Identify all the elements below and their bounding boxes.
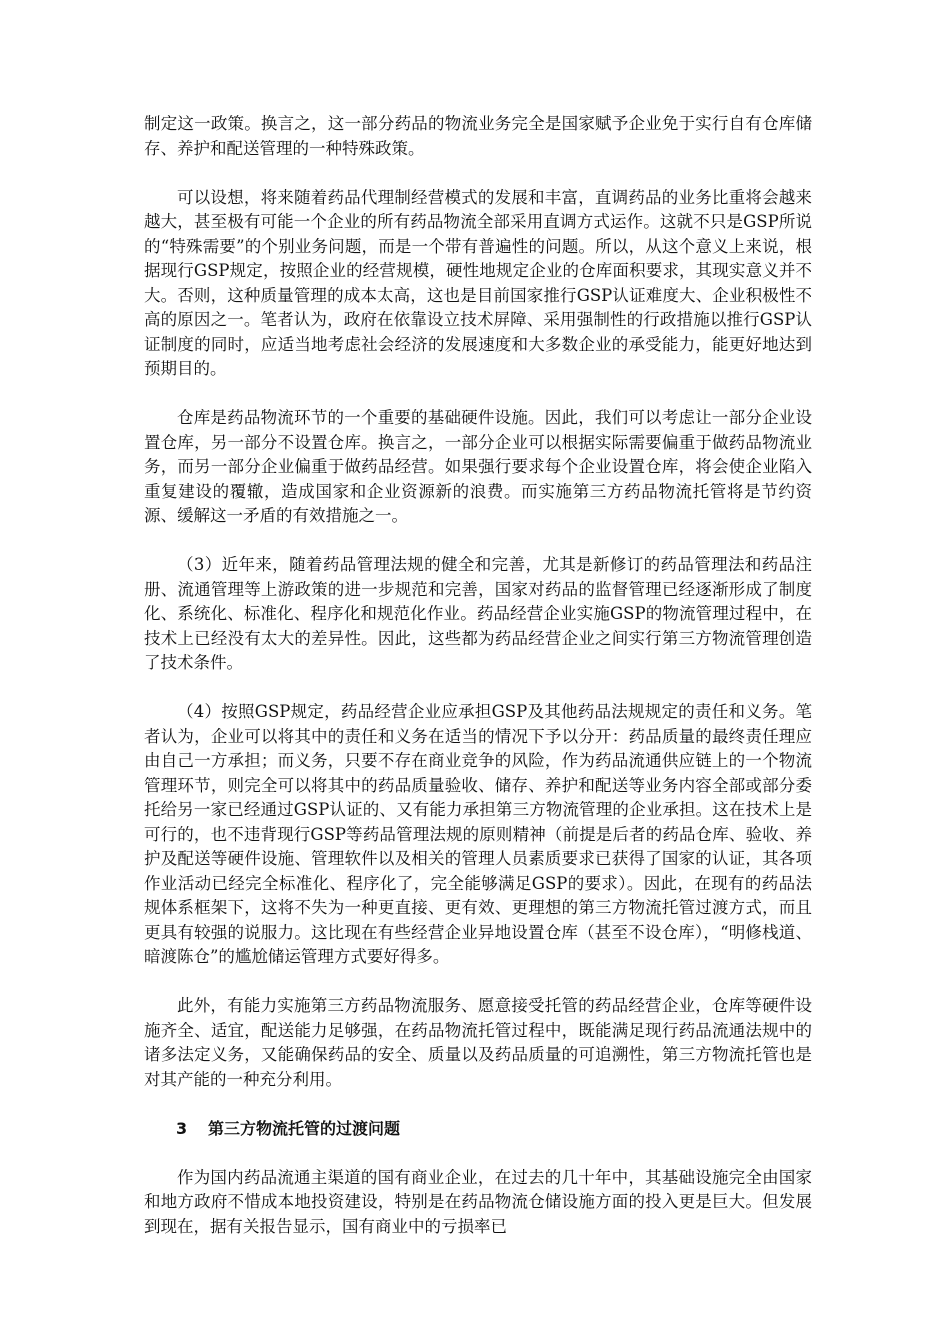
paragraph-point-4: （4）按照GSP规定，药品经营企业应承担GSP及其他药品法规规定的责任和义务。笔者认为，企业可以将其中的责任和义务在适当的情况下予以分开：药品质量的最终责任理应由自己一方承担；而义务，只要不存在商业竞争的风险，作为药品流通供应链上的一个物流管理环节，则完全可以将其中的药品质量验收、储存、养护和配送等业务内容全部或部分委托给另一家已经通过GSP认证的、又有能力承担第三方物流管理的企业承担。这在技术上是可行的，也不违背现行GSP等药品管理法规的原则精神（前提是后者的药品仓库、验收、养护及配送等硬件设施、管理软件以及相关的管理人员素质要求已获得了国家的认证，其各项作业活动已经完全标准化、程序化了，完全能够满足GSP的要求）。因此，在现有的药品法规体系框架下，这将不失为一种更直接、更有效、更理想的第三方物流托管过渡方式，而且更具有较强的说服力。这比现在有些经营企业异地设置仓库（甚至不设仓库），“明修栈道、暗渡陈仓”的尴尬储运管理方式要好得多。 [144,702,812,966]
document-body [144,112,812,1264]
section-title: 第三方物流托管的过渡问题 [208,1118,401,1138]
paragraph-direct-dispatch: 可以设想，将来随着药品代理制经营模式的发展和丰富，直调药品的业务比重将会越来越大，甚至极有可能一个企业的所有药品物流全部采用直调方式运作。这就不只是GSP所说的“特殊需要”的个别业务问题，而是一个带有普遍性的问题。所以，从这个意义上来说，根据现行GSP规定，按照企业的经营规模，硬性地规定企业的仓库面积要求，其现实意义并不大。否则，这种质量管理的成本太高，这也是目前国家推行GSP认证难度大、企业积极性不高的原因之一。笔者认为，政府在依靠设立技术屏障、采用强制性的行政措施以推行GSP认证制度的同时，应适当地考虑社会经济的发展速度和大多数企业的承受能力，能更好地达到预期目的。 [144,187,812,378]
paragraph-additionally: 此外，有能力实施第三方药品物流服务、愿意接受托管的药品经营企业，仓库等硬件设施齐全、适宜，配送能力足够强，在药品物流托管过程中，既能满足现行药品流通法规中的诸多法定义务，又能确保药品的安全、质量以及药品质量的可追溯性，第三方物流托管也是对其产能的一种充分利用。 [144,996,812,1089]
section-number: 3 [176,1118,188,1138]
paragraph-state-owned: 作为国内药品流通主渠道的国有商业企业，在过去的几十年中，其基础设施完全由国家和地方政府不惜成本地投资建设，特别是在药品物流仓储设施方面的投入更是巨大。但发展到现在，据有关报告显示，国有商业中的亏损率已 [144,1167,812,1236]
section-heading [144,1117,812,1142]
paragraph-continued: 制定这一政策。换言之，这一部分药品的物流业务完全是国家赋予企业免于实行自有仓库储存、养护和配送管理的一种特殊政策。 [144,114,812,158]
paragraph-point-3: （3）近年来，随着药品管理法规的健全和完善，尤其是新修订的药品管理法和药品注册、流通管理等上游政策的进一步规范和完善，国家对药品的监督管理已经逐渐形成了制度化、系统化、标准化、程序化和规范化作业。药品经营企业实施GSP的物流管理过程中，在技术上已经没有太大的差异性。因此，这些都为药品经营企业之间实行第三方物流管理创造了技术条件。 [144,555,812,672]
paragraph-warehouse: 仓库是药品物流环节的一个重要的基础硬件设施。因此，我们可以考虑让一部分企业设置仓库，另一部分不设置仓库。换言之，一部分企业可以根据实际需要偏重于做药品物流业务，而另一部分企业偏重于做药品经营。如果强行要求每个企业设置仓库，将会使企业陷入重复建设的覆辙，造成国家和企业资源新的浪费。而实施第三方药品物流托管将是节约资源、缓解这一矛盾的有效措施之一。 [144,408,812,525]
